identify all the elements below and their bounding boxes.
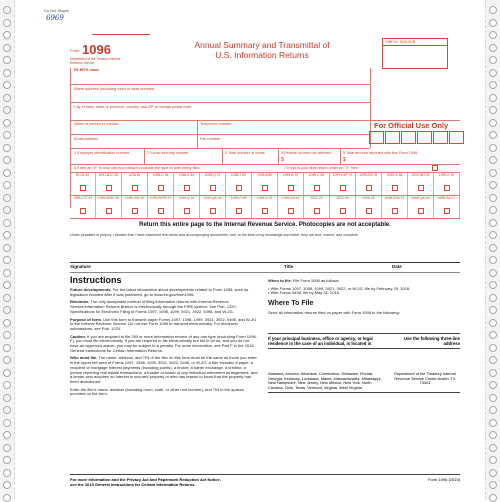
- official-use-boxes: [369, 131, 465, 144]
- form-type-checkbox[interactable]: [106, 185, 112, 191]
- form-type-checkbox[interactable]: [184, 208, 190, 214]
- title-line-1: Annual Summary and Transmittal of: [194, 40, 330, 50]
- form-type-code: 1099-A 80: [256, 173, 273, 177]
- form-type-checkbox[interactable]: [262, 185, 268, 191]
- form-type-checkbox[interactable]: [392, 185, 398, 191]
- form-type-checkbox[interactable]: [314, 208, 320, 214]
- form-type-code: 1099-QA 1A: [203, 196, 222, 200]
- form-type-checkbox[interactable]: [418, 208, 424, 214]
- tractor-hole: [3, 281, 11, 289]
- contact-label: Name of person to contact: [74, 122, 119, 126]
- tractor-hole: [3, 494, 11, 502]
- tractor-hole: [489, 356, 497, 364]
- tractor-strip-left: [0, 0, 15, 500]
- tractor-hole: [3, 56, 11, 64]
- tractor-hole: [489, 444, 497, 452]
- tractor-hole: [3, 156, 11, 164]
- tractor-hole: [3, 144, 11, 152]
- form-type-checkbox[interactable]: [366, 185, 372, 191]
- field-5-label: 5 Total amount reported with this Form 1096: [343, 151, 418, 155]
- form-type-cell: [330, 173, 356, 195]
- divider: [340, 148, 341, 164]
- form-type-cell: [382, 173, 408, 195]
- form-type-checkbox[interactable]: [340, 208, 346, 214]
- divider: [70, 134, 370, 135]
- tractor-hole: [3, 419, 11, 427]
- form-type-code: 5498-SA 27: [437, 196, 456, 200]
- where-heading: Where To File: [268, 300, 314, 308]
- future-heading: Future developments.: [70, 287, 112, 292]
- tractor-hole: [3, 444, 11, 452]
- tractor-hole: [3, 44, 11, 52]
- form-type-cell: [70, 196, 96, 218]
- tractor-hole: [3, 331, 11, 339]
- form-type-code: 5498-QA 2A: [411, 196, 430, 200]
- address-table-row: [268, 370, 460, 393]
- tractor-hole: [489, 169, 497, 177]
- tractor-hole: [489, 19, 497, 27]
- street-label: Street address (including room or suite number): [74, 87, 155, 91]
- form-type-code: 5498 28: [362, 196, 375, 200]
- tractor-hole: [3, 94, 11, 102]
- form-type-checkbox[interactable]: [392, 208, 398, 214]
- tractor-hole: [3, 344, 11, 352]
- who-text: The name, address, and TIN of the filer on this form must be the same as those you enter in the upper left area of Forms 1097, 1098, 1099, 3921, 3922, 5498, or W-2G. A filer includes a payer, a recipient of mortgage interest payments (including points), a broker, a barter exchange, a creditor, a person reporting real estate transactions, a trustee or issuer of any individual retirement arrangement, and a lender who acquires an interest in secured property or who has reason to know that the property has been abandoned.: [70, 355, 258, 384]
- form-type-checkbox[interactable]: [314, 185, 320, 191]
- final-return-checkbox[interactable]: [432, 165, 438, 171]
- tractor-hole: [3, 31, 11, 39]
- caution-heading: Caution.: [70, 333, 86, 339]
- tractor-hole: [489, 394, 497, 402]
- tractor-hole: [3, 431, 11, 439]
- future-text: For the latest information about developments related to Form 1096, such as legislation enacted after it was published, go to www.irs.gov/form1096.: [70, 287, 249, 297]
- footer-line-2: see the 2015 General Instructions for Certain Information Returns.: [70, 482, 196, 487]
- tractor-hole: [3, 469, 11, 477]
- form-type-checkbox[interactable]: [236, 208, 242, 214]
- form-type-checkbox[interactable]: [158, 208, 164, 214]
- tractor-hole: [3, 244, 11, 252]
- form-type-code: 1097-BTC 50: [98, 173, 119, 177]
- tractor-hole: [489, 6, 497, 14]
- enter-text: Enter the filer's name, address (including room, suite, or other unit number), and TIN in the spaces provided on the form.: [70, 386, 244, 397]
- tractor-strip-right: [485, 0, 500, 500]
- reminder-heading: Reminder.: [70, 299, 90, 305]
- form-type-code: 1098-Q 74: [204, 173, 221, 177]
- instructions-right-column: [268, 279, 460, 319]
- irs-address: Department of the Treasury Internal Revenue Service Center Austin, TX 73301: [394, 371, 456, 386]
- tractor-hole: [489, 31, 497, 39]
- tractor-hole: [489, 431, 497, 439]
- form-type-checkbox[interactable]: [80, 208, 86, 214]
- form-type-row-1: [70, 173, 460, 195]
- form-type-cell: [356, 196, 382, 218]
- form-type-cell: [200, 196, 226, 218]
- form-title: [182, 40, 342, 60]
- form-type-code: 1099-Q 31: [178, 196, 195, 200]
- tractor-hole: [489, 44, 497, 52]
- tractor-hole: [489, 406, 497, 414]
- date-label: Date: [392, 264, 402, 269]
- tractor-hole: [489, 231, 497, 239]
- caution-text: If you are required to file 250 or more information returns of any one type (excluding Form 1098-F), you must file electronically. If you are required to file electronically but fail to do so, and you do not have an approved waiver, you may be subject to a penalty. For more information, see Part F in the 2015 General Instructions for Certain Information Returns.: [70, 333, 257, 353]
- tractor-hole: [3, 206, 11, 214]
- tractor-hole: [3, 369, 11, 377]
- purpose-text: Use this form to transmit paper Forms 1097, 1098, 1099, 3921, 3922, 5498, and W-2G to the Internal Revenue Service. Do not use Form 1096 to transmit electronically. For electronic submissions, see Pub. 1220.: [70, 316, 257, 331]
- omb-number: OMB No. 1545-0108: [382, 38, 448, 46]
- void-note: Do Not Staple: [44, 8, 69, 13]
- tractor-hole: [3, 19, 11, 27]
- address-table-header: [268, 333, 460, 349]
- form-type-cell: [252, 173, 278, 195]
- form-type-checkbox[interactable]: [418, 185, 424, 191]
- tractor-hole: [3, 194, 11, 202]
- official-box: [385, 131, 400, 144]
- form-type-code: 1099-R 98: [230, 196, 247, 200]
- tractor-hole: [489, 319, 497, 327]
- form-type-code: 5498-ESA 72: [384, 196, 405, 200]
- form-type-checkbox[interactable]: [288, 208, 294, 214]
- form-type-code: 1098-E 84: [178, 173, 195, 177]
- form-type-cell: [304, 196, 330, 218]
- form-1096-page: [22, 0, 478, 500]
- form-type-cell: [200, 173, 226, 195]
- checkbox-instruction: 6 Enter an "X" in only one box below to indicate the type of form being filed.: [74, 166, 201, 170]
- form-type-cell: [408, 196, 434, 218]
- form-type-checkbox[interactable]: [132, 208, 138, 214]
- footer-form-id: Form 1096 (2015): [427, 477, 460, 482]
- tractor-hole: [489, 419, 497, 427]
- tractor-hole: [3, 131, 11, 139]
- form-type-cell: [278, 173, 304, 195]
- tractor-hole: [489, 194, 497, 202]
- tractor-hole: [489, 206, 497, 214]
- tractor-hole: [489, 244, 497, 252]
- tractor-hole: [489, 344, 497, 352]
- form-type-code: 1099-OID 96: [125, 196, 144, 200]
- form-type-code: 1099-PATR 97: [149, 196, 172, 200]
- tractor-hole: [489, 56, 497, 64]
- form-type-cell: [278, 196, 304, 218]
- reminder-text: The only acceptable method of filing information returns with Internal Revenue Service/Information Returns Branch is electronically through the FIRE system. See Pub. 1220, Specifications for Electronic Filing of Forms 1097, 1098, 1099, 3921, 3922, 5498, and W-2G.: [70, 299, 237, 314]
- tractor-hole: [489, 469, 497, 477]
- return-notice: Return this entire page to the Internal Revenue Service. Photocopies are not acceptable.: [139, 222, 391, 228]
- tractor-hole: [3, 81, 11, 89]
- divider: [144, 148, 145, 164]
- tractor-hole: [489, 281, 497, 289]
- when-bullet-2: • With Forms 5498, file by May 31, 2016.: [268, 290, 341, 296]
- tractor-hole: [489, 131, 497, 139]
- tractor-hole: [489, 94, 497, 102]
- form-type-cell: [174, 173, 200, 195]
- form-type-cell: [226, 173, 252, 195]
- official-box: [449, 131, 464, 144]
- address-right-header: Use the following three-line address: [403, 336, 460, 346]
- tractor-hole: [3, 319, 11, 327]
- final-return-label: 7 If this is your final return, enter an "X" here: [284, 166, 359, 170]
- title-label: Title: [284, 264, 294, 269]
- form-type-checkbox[interactable]: [340, 185, 346, 191]
- tractor-hole: [489, 69, 497, 77]
- tractor-hole: [3, 106, 11, 114]
- tractor-hole: [489, 156, 497, 164]
- tractor-hole: [3, 219, 11, 227]
- form-type-cell: [96, 196, 122, 218]
- tractor-hole: [3, 406, 11, 414]
- form-type-checkbox[interactable]: [366, 208, 372, 214]
- instructions-left-column: [70, 288, 258, 400]
- form-type-checkbox[interactable]: [236, 185, 242, 191]
- tractor-hole: [3, 119, 11, 127]
- form-type-code: 1099-S 75: [256, 196, 273, 200]
- tractor-hole: [489, 306, 497, 314]
- tractor-hole: [489, 219, 497, 227]
- form-type-code: 1099-B 79: [282, 173, 299, 177]
- tractor-hole: [3, 294, 11, 302]
- form-type-cell: [70, 173, 96, 195]
- instructions-heading: Instructions: [70, 275, 122, 285]
- tractor-hole: [489, 181, 497, 189]
- form-type-row-2: [70, 196, 460, 218]
- form-type-checkbox[interactable]: [184, 185, 190, 191]
- form-type-code: 1099-CAP 73: [332, 173, 353, 177]
- tractor-hole: [489, 481, 497, 489]
- divider: [222, 148, 223, 164]
- form-type-checkbox[interactable]: [106, 208, 112, 214]
- form-type-code: 1098-C 78: [152, 173, 169, 177]
- divider: [70, 164, 460, 165]
- form-type-code: 1098 81: [128, 173, 141, 177]
- footer-line-1: For more information and the Privacy Act and Paperwork Reduction Act Notice,: [70, 477, 221, 482]
- form-type-cell: [174, 196, 200, 218]
- tractor-hole: [3, 381, 11, 389]
- form-type-cell: [330, 196, 356, 218]
- form-type-cell: [408, 173, 434, 195]
- form-type-code: 1099-SA 94: [281, 196, 300, 200]
- when-bullet-1: • With Forms 1097, 1098, 1099, 3921, 3922, or W-2G, file by February 29, 2016.: [268, 285, 411, 291]
- form-type-code: 1099-MISC 95: [97, 196, 120, 200]
- form-type-checkbox[interactable]: [80, 185, 86, 191]
- perjury-statement: Under penalties of perjury, I declare that I have examined this return and accompanying documents, and, to the best of my knowledge and belief, they are true, correct, and complete.: [70, 233, 359, 237]
- form-type-cell: [434, 196, 460, 218]
- tractor-hole: [489, 381, 497, 389]
- city-label: City or town, state or province, country, and ZIP or foreign postal code: [74, 105, 192, 109]
- tractor-hole: [489, 144, 497, 152]
- divider: [70, 148, 370, 149]
- form-type-checkbox[interactable]: [262, 208, 268, 214]
- tractor-hole: [3, 169, 11, 177]
- form-type-cell: [434, 173, 460, 195]
- field-4-label: 4 Federal income tax withheld: [281, 151, 332, 155]
- tractor-hole: [3, 356, 11, 364]
- who-heading: Who must file.: [70, 355, 98, 361]
- divider: [70, 218, 460, 219]
- tractor-hole: [489, 331, 497, 339]
- form-type-cell: [252, 196, 278, 218]
- form-type-checkbox[interactable]: [158, 185, 164, 191]
- form-type-code: 1099-K 10: [438, 173, 455, 177]
- official-use-label: For Official Use Only: [374, 121, 449, 130]
- purpose-heading: Purpose of form.: [70, 316, 103, 322]
- form-type-cell: [148, 196, 174, 218]
- tractor-hole: [3, 394, 11, 402]
- form-type-code: 3922 26: [336, 196, 349, 200]
- tractor-hole: [489, 294, 497, 302]
- title-line-2: U.S. Information Returns: [215, 50, 309, 60]
- field-2-label: 2 Social security number: [147, 151, 189, 155]
- form-type-checkbox[interactable]: [444, 208, 450, 214]
- tractor-hole: [3, 256, 11, 264]
- form-type-checkbox[interactable]: [132, 185, 138, 191]
- year-box: [382, 45, 448, 69]
- tractor-hole: [3, 481, 11, 489]
- form-type-code: 1099-INT 92: [411, 173, 430, 177]
- tractor-hole: [3, 269, 11, 277]
- when-heading: When to file.: [268, 278, 292, 283]
- tractor-hole: [3, 181, 11, 189]
- form-type-cell: [96, 173, 122, 195]
- tractor-hole: [489, 256, 497, 264]
- divider: [70, 102, 370, 103]
- form-number: 1096: [82, 42, 111, 57]
- email-label: Email address: [74, 137, 99, 141]
- tractor-hole: [3, 6, 11, 14]
- field-4-dollar: $: [281, 157, 284, 163]
- tractor-hole: [3, 231, 11, 239]
- form-type-code: 1098-T 83: [231, 173, 246, 177]
- tractor-hole: [489, 494, 497, 502]
- tractor-hole: [3, 456, 11, 464]
- handwritten-number: 6969: [46, 14, 64, 22]
- telephone-label: Telephone number: [200, 122, 232, 126]
- address-left-header: If your principal business, office or agency, or legal residence in the case of an individual, is located in: [268, 336, 373, 346]
- field-5-dollar: $: [343, 157, 346, 163]
- form-type-cell: [122, 196, 148, 218]
- form-type-checkbox[interactable]: [288, 185, 294, 191]
- official-box: [417, 131, 432, 144]
- field-3-label: 3 Total number of forms: [225, 151, 265, 155]
- tractor-hole: [489, 81, 497, 89]
- tractor-hole: [489, 106, 497, 114]
- signature-line: [70, 262, 460, 263]
- divider: [278, 148, 279, 164]
- footer: [70, 474, 460, 487]
- department-name: Department of the Treasury Internal Revenue Service: [70, 57, 121, 65]
- form-type-code: 1099-LTC 93: [73, 196, 92, 200]
- when-text: File Form 1096 as follows.: [291, 278, 340, 283]
- official-box: [433, 131, 448, 144]
- tractor-hole: [489, 369, 497, 377]
- form-type-code: 1099-C 85: [308, 173, 325, 177]
- form-type-code: 3921 25: [310, 196, 323, 200]
- tractor-hole: [3, 69, 11, 77]
- form-type-checkbox[interactable]: [444, 185, 450, 191]
- form-type-cell: [226, 196, 252, 218]
- form-type-code: 1099-G 86: [386, 173, 403, 177]
- form-type-checkbox[interactable]: [210, 208, 216, 214]
- field-1-label: 1 Employer identification number: [74, 151, 130, 155]
- form-type-cell: [148, 173, 174, 195]
- signature-label: Signature: [70, 264, 91, 269]
- form-type-code: 1099-DIV 91: [359, 173, 378, 177]
- official-box: [401, 131, 416, 144]
- filer-name-label: FILER'S name: [74, 68, 100, 72]
- form-type-cell: [122, 173, 148, 195]
- official-box: [369, 131, 384, 144]
- tractor-hole: [489, 456, 497, 464]
- form-word: Form: [70, 48, 80, 53]
- form-type-cell: [382, 196, 408, 218]
- states-list: Alabama, Arizona, Arkansas, Connecticut, Delaware, Florida, Georgia, Kentucky, Louisiana, Maine, Massachusetts, Mississippi, New Hampshire, New Jersey, New Mexico, New York, North Carolina, Ohio, Texas, Vermont, Virginia, West Virginia: [268, 371, 382, 390]
- form-type-checkbox[interactable]: [210, 185, 216, 191]
- tractor-hole: [3, 306, 11, 314]
- divider: [70, 272, 460, 273]
- tractor-hole: [489, 119, 497, 127]
- form-type-cell: [356, 173, 382, 195]
- form-type-cell: [304, 173, 330, 195]
- divider: [70, 84, 370, 85]
- tractor-hole: [489, 269, 497, 277]
- form-type-code: W-2G 32: [75, 173, 90, 177]
- where-text: Send all information returns filed on paper with Form 1096 to the following:: [268, 310, 400, 316]
- fax-label: Fax number: [200, 137, 221, 141]
